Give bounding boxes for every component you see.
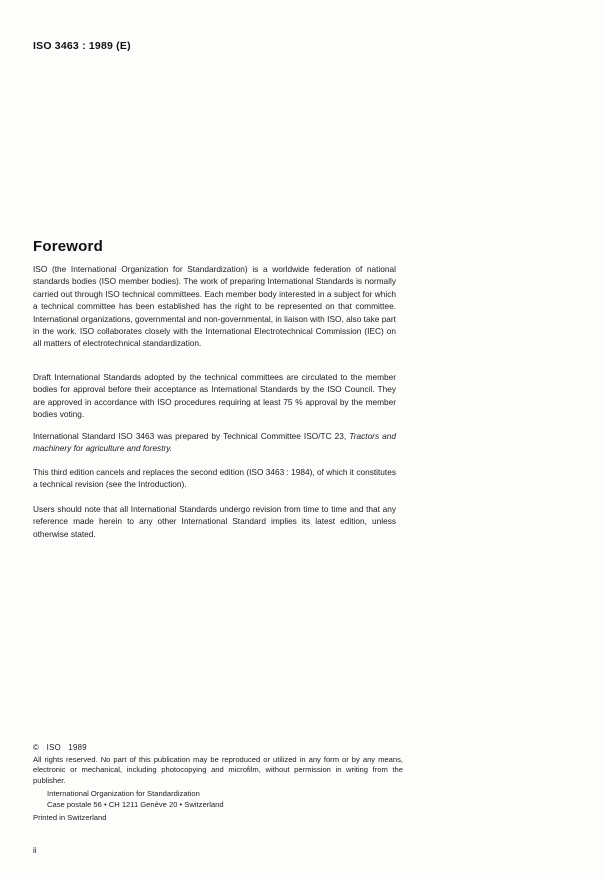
printed-in-line: Printed in Switzerland (33, 813, 107, 822)
publisher-address-block (47, 789, 405, 810)
copyright-organization: ISO (46, 743, 61, 752)
foreword-paragraph-4: Users should note that all International Standards undergo revision from time to time and that any reference made herein to any other International Standard implies its latest edition, unless otherwise stated. (33, 504, 396, 539)
prepared-by-text: International Standard ISO 3463 was prepared by Technical Committee ISO/TC 23, (33, 431, 347, 441)
rights-statement: All rights reserved. No part of this publication may be reproduced or utilized in any form or by any means, electronic or mechanical, including photocopying and microfilm, without permission in writing from the publisher. (33, 754, 403, 785)
copyright-year: 1989 (68, 743, 87, 752)
copyright-line (33, 743, 405, 754)
foreword-paragraph-1: ISO (the International Organization for Standardization) is a worldwide federation of national standards bodies (ISO member bodies). The work of preparing International Standards is normally carried out through ISO technical committees. Each member body interested in a subject for which a technical committee has been established has the right to be represented on that committee. International organizations, governmental and non-governmental, in liaison with ISO, also take part in the work. ISO collaborates closely with the International Electrotechnical Commission (IEC) on all matters of electrotechnical standardization. (33, 264, 396, 349)
page-footer (33, 743, 405, 824)
foreword-paragraph-3: This third edition cancels and replaces the second edition (ISO 3463 : 1984), of which it constitutes a technical revision (see the Introduction). (33, 467, 396, 490)
foreword-paragraph-2: Draft International Standards adopted by the technical committees are circulated to the member bodies for approval before their acceptance as International Standards by the ISO Council. They are approved in accordance with ISO procedures requiring at least 75 % approval by the member bodies voting. (33, 372, 396, 420)
foreword-paragraph-prepared-by (33, 430, 396, 455)
section-title-foreword: Foreword (33, 238, 103, 255)
page-number: ii (33, 846, 37, 855)
document-header-reference: ISO 3463 : 1989 (E) (33, 40, 131, 52)
publisher-address: Case postale 56 • CH 1211 Genève 20 • Switzerland (47, 799, 224, 809)
committee-scope-title: Tractors and machinery for agriculture and forestry. (33, 431, 396, 454)
publisher-organization-name: International Organization for Standardization (47, 789, 200, 798)
copyright-icon: © (33, 743, 40, 752)
